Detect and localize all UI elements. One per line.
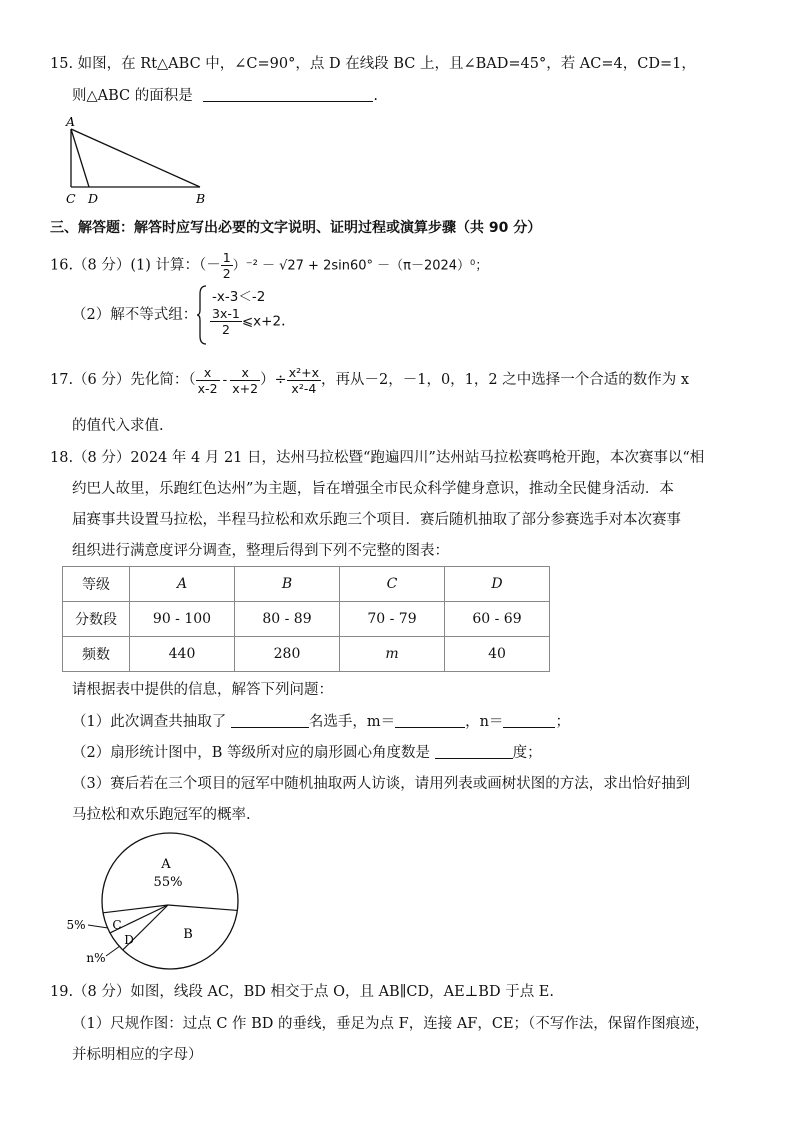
pie-chart xyxy=(60,832,250,972)
q19-line2: （1）尺规作图：过点 C 作 BD 的垂线，垂足为点 F，连接 AF，CE；（不写作法，保留作图痕迹， xyxy=(72,1016,710,1032)
q15-line2 xyxy=(72,86,378,106)
q19-line1: 19.（8 分）如图，线段 AC，BD 相交于点 O，且 AB∥CD，AE⊥BD 于点 E. xyxy=(50,984,554,1000)
q16-p2-prefix: （2）解不等式组： xyxy=(72,307,198,323)
answer-blank-angle[interactable] xyxy=(435,744,513,759)
table-cell: m xyxy=(340,637,445,672)
q16-p2-end: . xyxy=(281,313,286,330)
label-d: D xyxy=(88,191,99,206)
q17-div: ）÷ xyxy=(260,372,287,388)
ineq2-den: 2 xyxy=(221,322,230,337)
pie-slice-label-d: D xyxy=(124,933,134,947)
q18-sub1 xyxy=(72,712,570,732)
triangle-figure xyxy=(60,114,220,206)
q18-sub2-b: 度； xyxy=(512,745,542,761)
q15-answer-blank[interactable] xyxy=(203,87,373,102)
score-table xyxy=(62,566,550,672)
table-cell: C xyxy=(340,567,445,602)
table-cell: 90 - 100 xyxy=(130,602,235,637)
label-b: B xyxy=(196,191,206,206)
pie-slice-boundary xyxy=(168,905,237,910)
segment-ad xyxy=(71,129,89,187)
ineq2-fraction xyxy=(210,306,242,337)
q16-half-den: 2 xyxy=(222,266,231,281)
answer-blank-n[interactable] xyxy=(503,713,555,728)
q18-intro: 请根据表中提供的信息，解答下列问题： xyxy=(72,682,333,698)
pie-slice-label-c: C xyxy=(112,918,122,932)
q18-sub2-a: （2）扇形统计图中，B 等级所对应的扇形圆心角度数是 xyxy=(72,745,430,761)
section-heading: 三、解答题：解答时应写出必要的文字说明、证明过程或演算步骤（共 90 分） xyxy=(50,220,542,236)
answer-blank-total[interactable] xyxy=(231,713,309,728)
pie-slice-value-c: 5% xyxy=(66,918,86,932)
q17-f2n: x xyxy=(230,365,260,381)
q17-prefix: 17.（6 分）先化简：（ xyxy=(50,372,196,388)
q18-sub1-b: 名选手，m＝ xyxy=(308,714,396,730)
q15-line2-end: . xyxy=(373,88,378,104)
ineq1: -x-3＜-2 xyxy=(212,289,266,305)
q18-sub2 xyxy=(72,743,542,763)
table-row-count xyxy=(63,637,550,672)
table-row-range xyxy=(63,602,550,637)
q16-p1-prefix: 16.（8 分）(1) 计算：（－ xyxy=(50,257,221,274)
pie-slice-boundary xyxy=(103,905,168,913)
q17-f3n: x²+x xyxy=(288,364,319,380)
q17-f1n: x xyxy=(196,365,220,381)
q15-line2-text: 则△ABC 的面积是 xyxy=(72,88,193,104)
q18-sub1-d: ； xyxy=(555,714,570,730)
q17-f2d: x+2 xyxy=(232,380,259,396)
pie-slice-value-d: n% xyxy=(86,951,106,965)
leader-line-c xyxy=(88,925,108,928)
q17-minus: - xyxy=(222,373,228,388)
pie-slice-label-b: B xyxy=(183,927,193,942)
q19-line3: 并标明相应的字母） xyxy=(72,1047,203,1063)
q17-frac2 xyxy=(230,365,260,396)
table-cell: 80 - 89 xyxy=(235,602,340,637)
table-cell: 440 xyxy=(130,637,235,672)
table-cell: 40 xyxy=(445,637,550,672)
q16-p1-exp: ）⁻² － √27 + 2sin60° －（π－2024）⁰； xyxy=(232,258,489,274)
q17-f3d: x²-4 xyxy=(291,380,317,396)
table-header: 分数段 xyxy=(63,602,130,637)
table-cell: 70 - 79 xyxy=(340,602,445,637)
leader-line-d xyxy=(106,946,120,956)
q17-line1 xyxy=(50,360,689,401)
q18-line1: 18.（8 分）2024 年 4 月 21 日，达州马拉松暨“跑遍四川”达州站马拉松赛鸣枪开跑，本次赛事以“相 xyxy=(50,450,705,466)
q15-line1: 15. 如图，在 Rt△ABC 中，∠C=90°，点 D 在线段 BC 上，且∠BAD=45°，若 AC=4，CD=1， xyxy=(50,56,696,72)
pie-slice-label-a: A xyxy=(161,857,171,872)
q17-frac1 xyxy=(196,365,220,396)
q17-suffix: ，再从－2，－1，0，1，2 之中选择一个合适的数作为 x xyxy=(321,372,690,388)
q18-sub1-a: （1）此次调查共抽取了 xyxy=(72,714,227,730)
answer-blank-m[interactable] xyxy=(395,713,465,728)
label-c: C xyxy=(66,191,76,206)
q17-f1d: x-2 xyxy=(197,380,218,396)
table-cell: D xyxy=(445,567,550,602)
q17-line2: 的值代入求值. xyxy=(72,418,164,434)
ineq2-rest: ⩽x+2 xyxy=(241,313,282,330)
q18-sub3-line2: 马拉松和欢乐跑冠军的概率. xyxy=(72,807,251,823)
ineq2-num: 3x-1 xyxy=(212,306,240,321)
q18-sub1-c: ，n＝ xyxy=(465,714,504,730)
q17-frac3 xyxy=(287,365,321,396)
brace-icon xyxy=(196,284,208,346)
q16-half-fraction xyxy=(221,250,233,281)
table-cell: A xyxy=(130,567,235,602)
pie-outline xyxy=(102,833,238,969)
label-a: A xyxy=(66,114,76,129)
q18-line4: 组织进行满意度评分调查，整理后得到下列不完整的图表： xyxy=(72,543,449,559)
pie-slice-value-a: 55% xyxy=(153,875,183,890)
table-header: 频数 xyxy=(63,637,130,672)
q16-half-num: 1 xyxy=(222,250,231,265)
q18-sub3-line1: （3）赛后若在三个项目的冠军中随机抽取两人访谈，请用列表或画树状图的方法，求出恰好抽到 xyxy=(72,776,691,792)
table-cell: 280 xyxy=(235,637,340,672)
table-row-grade xyxy=(63,567,550,602)
side-ab xyxy=(71,129,200,187)
table-cell: 60 - 69 xyxy=(445,602,550,637)
table-header: 等级 xyxy=(63,567,130,602)
q16-part1 xyxy=(50,250,488,282)
q18-line2: 约巴人故里，乐跑红色达州”为主题，旨在增强全市民众科学健身意识，推动全民健身活动．本 xyxy=(72,481,674,497)
q18-line3: 届赛事共设置马拉松，半程马拉松和欢乐跑三个项目．赛后随机抽取了部分参赛选手对本次赛事 xyxy=(72,512,681,528)
table-cell: B xyxy=(235,567,340,602)
ineq2 xyxy=(210,306,286,337)
